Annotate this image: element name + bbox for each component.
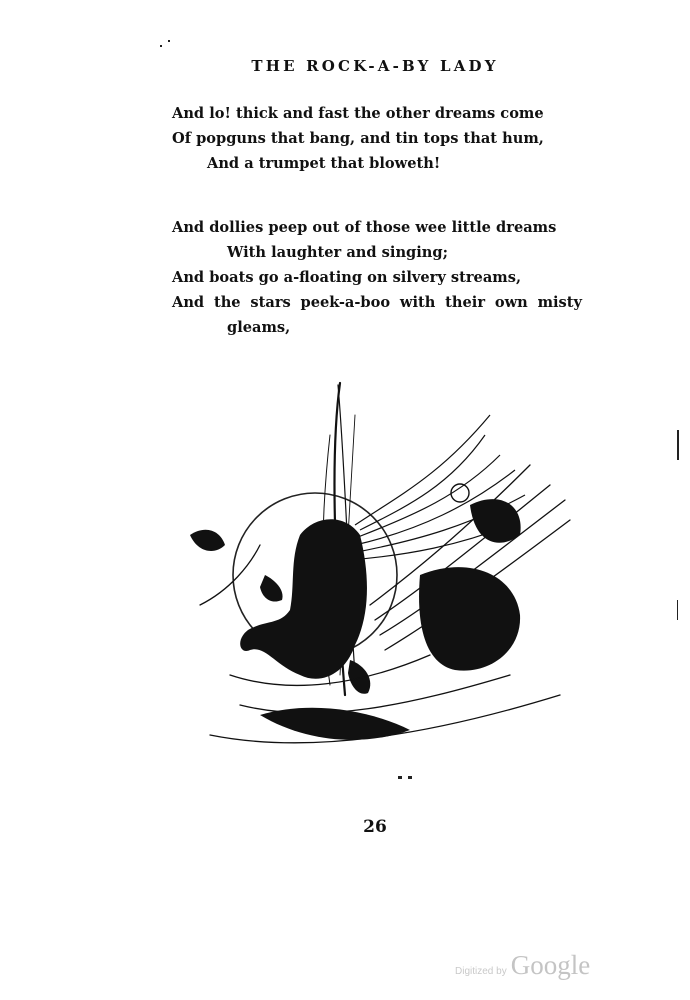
verse-line: And a trumpet that bloweth! <box>207 155 441 172</box>
scan-mark <box>160 45 162 47</box>
verse-line: And dollies peep out of those wee little dreams <box>172 219 557 236</box>
scan-mark <box>398 776 402 779</box>
verse-line: And the stars peek-a-boo with their own misty <box>172 294 582 311</box>
illustration-dream-figure <box>170 375 590 795</box>
verse-line: Of popguns that bang, and tin tops that hum, <box>172 130 544 147</box>
verse-line: gleams, <box>227 319 291 336</box>
digitized-by-google-watermark <box>455 950 590 984</box>
verse-line: And lo! thick and fast the other dreams come <box>172 105 544 122</box>
google-logo-text: Google <box>510 950 591 980</box>
stanza-1 <box>172 101 602 176</box>
scan-mark <box>677 600 678 620</box>
stanza-2 <box>172 215 602 340</box>
page-number: 26 <box>363 817 387 837</box>
running-head: THE ROCK-A-BY LADY <box>251 57 499 75</box>
verse-line: And boats go a-floating on silvery streams, <box>172 269 522 286</box>
scan-mark <box>408 776 412 779</box>
scan-mark <box>168 40 170 42</box>
digitized-prefix: Digitized by <box>455 966 507 977</box>
verse-line: With laughter and singing; <box>227 244 449 261</box>
small-figure-icon <box>451 484 469 502</box>
scan-mark <box>677 430 679 460</box>
